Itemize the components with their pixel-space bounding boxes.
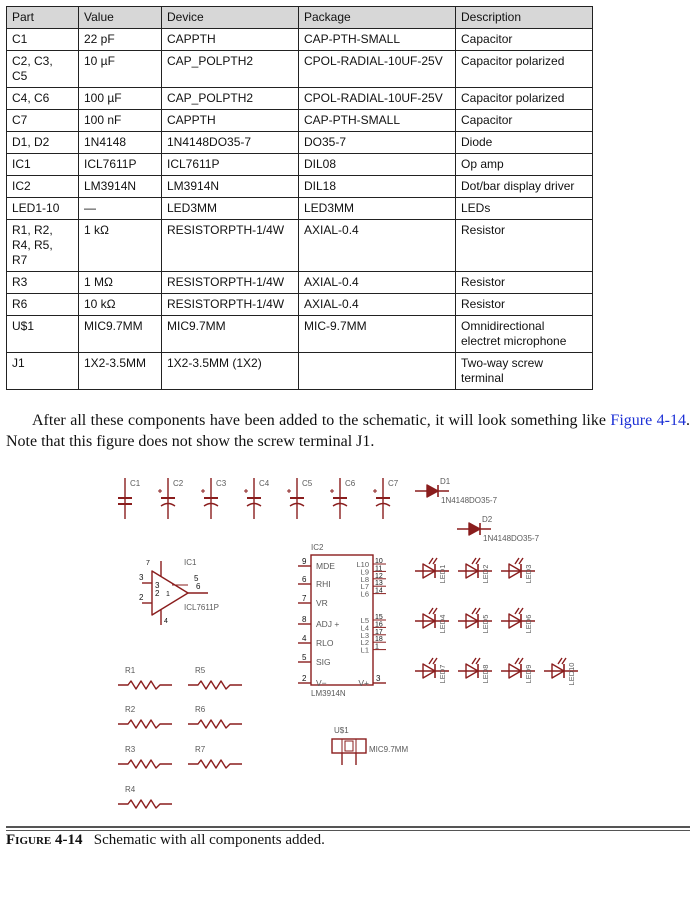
ic2-pin-number: 15 <box>375 614 383 621</box>
table-cell: D1, D2 <box>7 132 79 154</box>
table-cell: Capacitor <box>456 29 593 51</box>
ic2-pin-label: SIG <box>316 657 331 667</box>
paragraph-text-after: . Note that this figure does not show the screw terminal J1. <box>6 412 690 450</box>
table-cell: 22 pF <box>79 29 162 51</box>
led-6 <box>501 608 535 633</box>
capacitor-c5 <box>287 478 313 519</box>
led-arrow <box>515 658 519 664</box>
diode-device-label: 1N4148DO35-7 <box>483 534 540 543</box>
led-arrow <box>558 658 562 664</box>
table-cell: R6 <box>7 294 79 316</box>
table-row <box>7 220 593 272</box>
led-label: LED6 <box>524 614 533 634</box>
resistor-label: R5 <box>195 666 206 675</box>
led-label: LED9 <box>524 664 533 684</box>
table-row <box>7 29 593 51</box>
ic2-pin-number: 2 <box>302 674 307 683</box>
capacitor-label: C4 <box>259 479 270 488</box>
table-cell: DIL18 <box>299 176 456 198</box>
led-arrow <box>472 658 476 664</box>
led-arrow <box>472 558 476 564</box>
table-cell: LM3914N <box>79 176 162 198</box>
table-row <box>7 51 593 88</box>
opamp-pin: 7 <box>146 560 150 567</box>
led-arrow <box>433 658 437 664</box>
resistor-r4 <box>118 785 172 808</box>
table-cell: Diode <box>456 132 593 154</box>
led-label: LED10 <box>567 662 576 686</box>
table-cell: 1X2-3.5MM <box>79 353 162 390</box>
table-cell: 100 nF <box>79 110 162 132</box>
opamp-pin: 2 <box>139 593 144 602</box>
ic2-pin-number: 5 <box>302 653 307 662</box>
table-cell: MIC9.7MM <box>162 316 299 353</box>
table-cell: MIC9.7MM <box>79 316 162 353</box>
opamp-device: ICL7611P <box>184 603 219 612</box>
capacitor-c6 <box>330 478 356 519</box>
led-arrow <box>515 608 519 614</box>
table-cell: CPOL-RADIAL-10UF-25V <box>299 88 456 110</box>
opamp-pin: 5 <box>194 574 199 583</box>
ic2-pin-number: 17 <box>375 628 383 636</box>
led-label: LED7 <box>438 664 447 684</box>
resistor-r3 <box>118 745 172 768</box>
ic2-pin-label: RHI <box>316 579 331 589</box>
resistor-label: R3 <box>125 745 136 754</box>
table-cell: R3 <box>7 272 79 294</box>
ic2-pin-number: 1 <box>375 643 379 651</box>
table-cell: CAPPTH <box>162 110 299 132</box>
ic2-output-label: L3 <box>360 630 369 640</box>
table-cell: ICL7611P <box>79 154 162 176</box>
led-arrow <box>472 608 476 614</box>
schematic-figure <box>105 475 585 820</box>
ic2-pin-label: V− <box>316 678 327 688</box>
table-row <box>7 132 593 154</box>
led-arrow <box>433 558 437 564</box>
resistor-label: R7 <box>195 745 206 754</box>
ic2-device: LM3914N <box>311 689 346 698</box>
led-5 <box>458 608 492 633</box>
capacitor-c1 <box>118 478 141 519</box>
mic-name: U$1 <box>334 726 349 735</box>
table-row <box>7 316 593 353</box>
ic2-pin-number: 13 <box>375 580 383 588</box>
table-cell: RESISTORPTH-1/4W <box>162 220 299 272</box>
table-cell: LED3MM <box>299 198 456 220</box>
caption-label: Figure 4-14 <box>6 832 83 848</box>
ic2-pin-number: 4 <box>302 634 307 643</box>
table-cell: 1 MΩ <box>79 272 162 294</box>
led-10 <box>544 658 578 685</box>
paragraph-text-before: After all these components have been added to the schematic, it will look something like <box>32 412 611 429</box>
ic2-pin-number: 7 <box>302 594 307 603</box>
caption-rule-top <box>6 826 690 828</box>
ic2-output-label: L5 <box>360 616 369 625</box>
table-cell: LED1-10 <box>7 198 79 220</box>
table-cell: CAP_POLPTH2 <box>162 51 299 88</box>
ic2-pin-number: 10 <box>375 558 383 565</box>
table-header-row <box>7 7 593 29</box>
resistor-r1 <box>118 666 172 689</box>
ic2-pin-number: 14 <box>375 587 383 595</box>
ic2-output-label: L10 <box>356 560 369 569</box>
table-cell: C2, C3, C5 <box>7 51 79 88</box>
capacitor-label: C7 <box>388 479 399 488</box>
ic2-pin-number: 9 <box>302 557 307 566</box>
ic2-pin-number: 16 <box>375 621 383 629</box>
table-cell: CAP-PTH-SMALL <box>299 29 456 51</box>
table-cell: CAP_POLPTH2 <box>162 88 299 110</box>
opamp-pin: 1 <box>166 591 170 598</box>
diode-label: D1 <box>440 477 451 486</box>
table-cell: U$1 <box>7 316 79 353</box>
column-header: Value <box>79 7 162 29</box>
table-cell: J1 <box>7 353 79 390</box>
table-cell <box>299 353 456 390</box>
ic2-name: IC2 <box>311 543 324 552</box>
ic2-pin-number: 12 <box>375 572 383 580</box>
led-label: LED4 <box>438 614 447 634</box>
column-header: Part <box>7 7 79 29</box>
table-cell: ICL7611P <box>162 154 299 176</box>
opamp-name: IC1 <box>184 558 197 567</box>
ic2-output-label: L2 <box>360 638 369 648</box>
table-row <box>7 88 593 110</box>
led-arrow <box>429 558 433 564</box>
led-4 <box>415 608 449 633</box>
caption-rule-bottom <box>6 830 690 831</box>
table-cell: Two-way screw terminal <box>456 353 593 390</box>
led-7 <box>415 658 449 683</box>
table-row <box>7 110 593 132</box>
table-cell: IC1 <box>7 154 79 176</box>
table-cell: Capacitor polarized <box>456 51 593 88</box>
table-cell: RESISTORPTH-1/4W <box>162 294 299 316</box>
table-row <box>7 353 593 390</box>
resistor-r7 <box>188 745 242 768</box>
diode-label: D2 <box>482 515 493 524</box>
led-arrow <box>562 658 566 664</box>
led-2 <box>458 558 492 583</box>
table-cell: CPOL-RADIAL-10UF-25V <box>299 51 456 88</box>
table-cell: 1N4148 <box>79 132 162 154</box>
led-9 <box>501 658 535 683</box>
resistor-zigzag <box>188 681 242 689</box>
opamp-pin: 4 <box>164 618 168 625</box>
table-cell: Capacitor polarized <box>456 88 593 110</box>
table-cell: AXIAL-0.4 <box>299 272 456 294</box>
led-arrow <box>519 608 523 614</box>
opamp-pin: 3 <box>139 573 144 582</box>
capacitor-label: C1 <box>130 479 141 488</box>
ic2-pin-label: MDE <box>316 561 335 571</box>
table-cell: C7 <box>7 110 79 132</box>
table-cell: 100 µF <box>79 88 162 110</box>
opamp-pin: 3 <box>155 581 160 590</box>
diode-d2 <box>457 515 540 543</box>
led-arrow <box>519 658 523 664</box>
led-label: LED3 <box>524 564 533 584</box>
table-cell: AXIAL-0.4 <box>299 220 456 272</box>
capacitor-label: C2 <box>173 479 184 488</box>
capacitor-c3 <box>201 478 227 519</box>
caption-text: Schematic with all components added. <box>93 832 325 848</box>
diode-device-label: 1N4148DO35-7 <box>441 496 498 505</box>
capacitor-c4 <box>244 478 270 519</box>
opamp-pin: 2 <box>155 589 160 598</box>
led-label: LED8 <box>481 664 490 684</box>
ic2-pin-number: 6 <box>302 575 307 584</box>
figure-link[interactable]: Figure 4-14 <box>610 412 686 429</box>
ic2-output-label: L1 <box>360 645 369 655</box>
opamp-pin: 6 <box>196 582 201 591</box>
resistor-label: R2 <box>125 705 136 714</box>
led-1 <box>415 558 449 583</box>
table-cell: RESISTORPTH-1/4W <box>162 272 299 294</box>
ic2-pin-number: 11 <box>375 565 383 573</box>
table-cell: LED3MM <box>162 198 299 220</box>
led-arrow <box>476 608 480 614</box>
capacitor-c2 <box>158 478 184 519</box>
resistor-zigzag <box>188 760 242 768</box>
table-cell: CAPPTH <box>162 29 299 51</box>
ic2-output-label: L9 <box>360 567 369 577</box>
capacitor-c7 <box>373 478 399 519</box>
table-row <box>7 176 593 198</box>
table-cell: Omnidirectional electret microphone <box>456 316 593 353</box>
led-label: LED5 <box>481 614 490 634</box>
table-cell: LEDs <box>456 198 593 220</box>
capacitor-label: C6 <box>345 479 356 488</box>
ic2-pin-label: VR <box>316 598 328 608</box>
table-body <box>7 29 593 390</box>
mic-element <box>345 741 353 751</box>
column-header: Device <box>162 7 299 29</box>
table-cell: — <box>79 198 162 220</box>
table-row <box>7 198 593 220</box>
table-cell: MIC-9.7MM <box>299 316 456 353</box>
mic-device: MIC9.7MM <box>369 745 409 754</box>
table-cell: LM3914N <box>162 176 299 198</box>
ic2-output-label: L6 <box>360 589 369 599</box>
led-label: LED2 <box>481 564 490 584</box>
parts-table <box>6 6 593 390</box>
diode-triangle <box>427 485 438 497</box>
table-row <box>7 294 593 316</box>
table-cell: 1X2-3.5MM (1X2) <box>162 353 299 390</box>
body-paragraph <box>6 410 690 452</box>
led-arrow <box>429 608 433 614</box>
figure-caption <box>6 832 325 849</box>
table-cell: Resistor <box>456 220 593 272</box>
led-3 <box>501 558 535 583</box>
table-cell: IC2 <box>7 176 79 198</box>
table-cell: DO35-7 <box>299 132 456 154</box>
ic2-pin-label: ADJ + <box>316 619 340 629</box>
led-8 <box>458 658 492 683</box>
table-cell: C4, C6 <box>7 88 79 110</box>
table-cell: CAP-PTH-SMALL <box>299 110 456 132</box>
led-arrow <box>515 558 519 564</box>
table-row <box>7 272 593 294</box>
microphone-u1 <box>332 726 408 765</box>
table-cell: Capacitor <box>456 110 593 132</box>
led-arrow <box>476 658 480 664</box>
table-cell: 10 kΩ <box>79 294 162 316</box>
table-cell: 10 µF <box>79 51 162 88</box>
table-cell: 1N4148DO35-7 <box>162 132 299 154</box>
resistor-zigzag <box>188 720 242 728</box>
diode-d1 <box>415 477 498 505</box>
table-cell: C1 <box>7 29 79 51</box>
resistor-zigzag <box>118 681 172 689</box>
resistor-label: R1 <box>125 666 136 675</box>
ic2-pin-label: RLO <box>316 638 334 648</box>
ic2-output-label: L8 <box>360 574 369 584</box>
resistor-zigzag <box>118 760 172 768</box>
ic2-pin-number: 18 <box>375 636 383 644</box>
resistor-label: R4 <box>125 785 136 794</box>
column-header: Description <box>456 7 593 29</box>
resistor-r2 <box>118 705 172 728</box>
diode-triangle <box>469 523 480 535</box>
ic-lm3914n <box>298 543 386 698</box>
table-cell: R1, R2, R4, R5, R7 <box>7 220 79 272</box>
resistor-label: R6 <box>195 705 206 714</box>
led-arrow <box>519 558 523 564</box>
led-label: LED1 <box>438 564 447 584</box>
table-cell: AXIAL-0.4 <box>299 294 456 316</box>
ic2-output-label: L4 <box>360 623 369 633</box>
column-header: Package <box>299 7 456 29</box>
opamp-ic1 <box>139 558 219 625</box>
resistor-zigzag <box>118 800 172 808</box>
ic2-output-label: L7 <box>360 582 369 592</box>
resistor-r6 <box>188 705 242 728</box>
ic2-pin-label: V+ <box>358 678 369 688</box>
table-cell: Dot/bar display driver <box>456 176 593 198</box>
led-arrow <box>433 608 437 614</box>
capacitor-label: C5 <box>302 479 313 488</box>
resistor-zigzag <box>118 720 172 728</box>
capacitor-label: C3 <box>216 479 227 488</box>
table-cell: DIL08 <box>299 154 456 176</box>
table-cell: Resistor <box>456 294 593 316</box>
resistor-r5 <box>188 666 242 689</box>
ic2-pin-number: 8 <box>302 615 307 624</box>
led-arrow <box>476 558 480 564</box>
ic2-pin-number: 3 <box>376 674 381 683</box>
table-cell: Resistor <box>456 272 593 294</box>
table-cell: Op amp <box>456 154 593 176</box>
table-row <box>7 154 593 176</box>
led-arrow <box>429 658 433 664</box>
table-cell: 1 kΩ <box>79 220 162 272</box>
